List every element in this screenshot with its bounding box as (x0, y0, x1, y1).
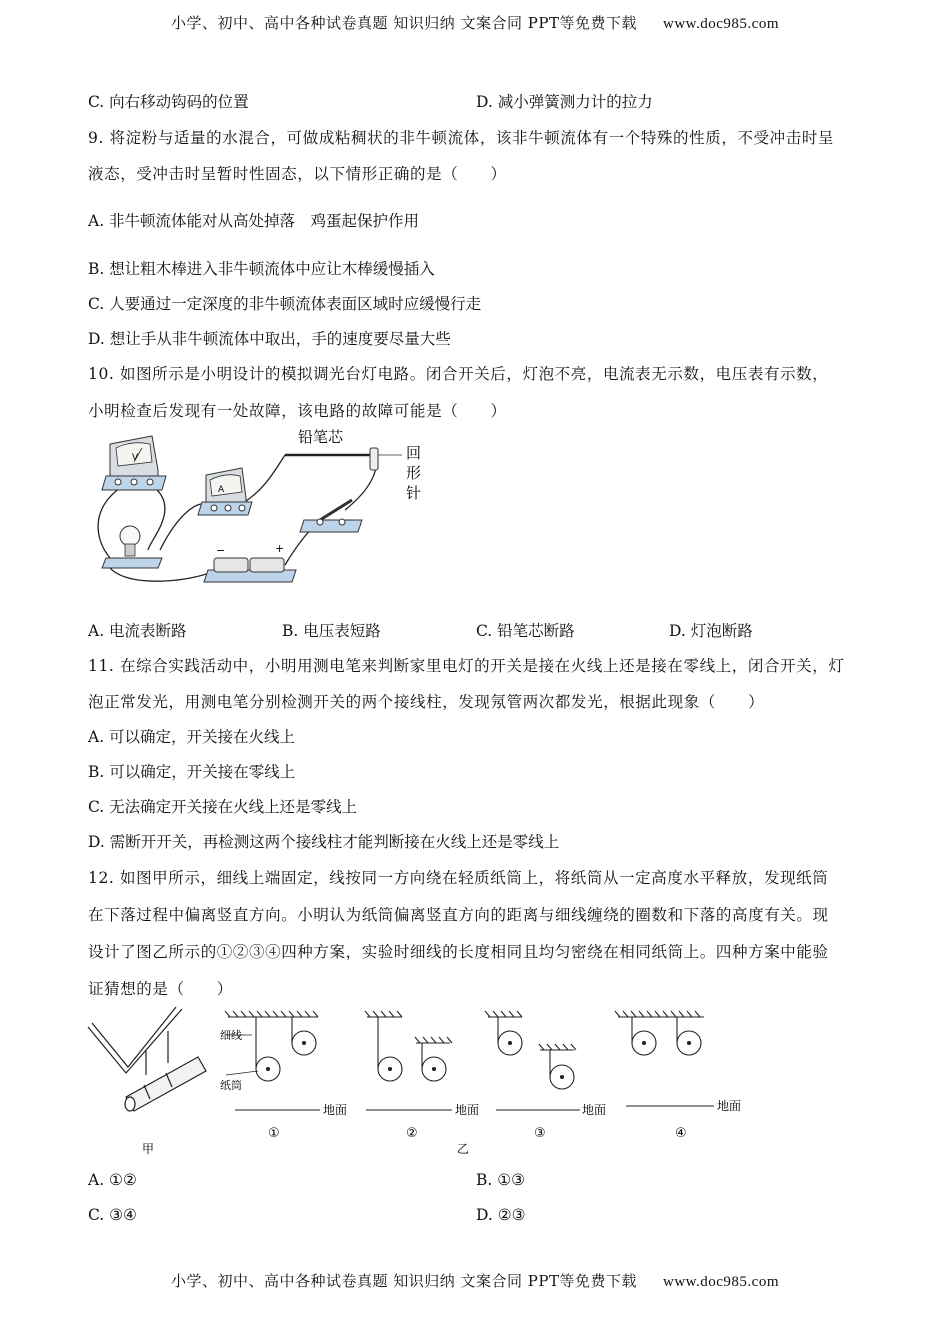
label-yi: 乙 (457, 1142, 470, 1156)
ammeter (198, 468, 252, 515)
q12-option-b: B. ①③ (476, 1171, 526, 1189)
footer-url[interactable]: www.doc985.com (662, 1274, 779, 1290)
footer-text: 小学、初中、高中各种试卷真题 知识归纳 文案合同 PPT等免费下载 (170, 1272, 637, 1290)
q10-circuit-figure (80, 420, 440, 595)
q12-option-d: D. ②③ (476, 1206, 526, 1224)
header-url[interactable]: www.doc985.com (662, 16, 779, 32)
battery-plus: + (275, 542, 285, 555)
page-footer (0, 1270, 950, 1291)
q10-option-a: A. 电流表断路 (88, 622, 187, 640)
label-tube: 纸筒 (220, 1079, 242, 1092)
q12-stem-line1: 12. 如图甲所示，细线上端固定，线按同一方向绕在轻质纸筒上，将纸筒从一定高度水平释放，发现纸筒 (88, 869, 829, 887)
label-ground-1: 地面 (323, 1103, 348, 1117)
q9-option-a: A. 非牛顿流体能对从高处掉落 鸡蛋起保护作用 (88, 212, 420, 230)
wire (98, 488, 120, 558)
ammeter-label: A (218, 485, 225, 495)
q12-option-c: C. ③④ (88, 1206, 137, 1224)
clip-label-1: 回 (406, 444, 422, 462)
label-ground-4: 地面 (717, 1099, 742, 1113)
battery-box (204, 542, 296, 582)
q12-stem-line2: 在下落过程中偏离竖直方向。小明认为纸筒偏离竖直方向的距离与细线缠绕的圈数和下落的高度有关。现 (88, 906, 829, 924)
scheme-1 (225, 1011, 320, 1110)
scheme-4 (615, 1011, 714, 1106)
label-scheme-4: ④ (675, 1126, 687, 1141)
wire (110, 568, 215, 581)
q9-option-b: B. 想让粗木棒进入非牛顿流体中应让木棒缓慢插入 (88, 260, 435, 278)
q11-stem-line2: 泡正常发光，用测电笔分别检测开关的两个接线柱，发现氖管两次都发光，根据此现象（ ） (88, 693, 765, 711)
q12-option-a: A. ①② (88, 1171, 137, 1189)
scheme-3 (485, 1011, 580, 1110)
q9-stem-line2: 液态，受冲击时呈暂时性固态，以下情形正确的是（ ） (88, 165, 507, 183)
q9-stem-line1: 9. 将淀粉与适量的水混合，可做成粘稠状的非牛顿流体，该非牛顿流体有一个特殊的性质，不受冲击时呈 (88, 129, 835, 147)
q11-stem-line1: 11. 在综合实践活动中，小明用测电笔来判断家里电灯的开关是接在火线上还是接在零线上，闭合开关，灯 (88, 657, 845, 675)
q11-option-d: D. 需断开开关，再检测这两个接线柱才能判断接在火线上还是零线上 (88, 833, 560, 851)
battery-minus: − (216, 544, 226, 557)
q10-option-c: C. 铅笔芯断路 (476, 622, 575, 640)
label-scheme-2: ② (406, 1126, 418, 1141)
q11-option-a: A. 可以确定，开关接在火线上 (88, 728, 296, 746)
q11-option-c: C. 无法确定开关接在火线上还是零线上 (88, 798, 358, 816)
voltmeter-label: V (132, 453, 139, 463)
header-text: 小学、初中、高中各种试卷真题 知识归纳 文案合同 PPT等免费下载 (170, 14, 637, 32)
light-bulb (102, 526, 162, 568)
wire (148, 488, 165, 550)
pencil-lead-label: 铅笔芯 (298, 428, 344, 446)
knife-switch (300, 500, 362, 532)
q8-option-d: D. 减小弹簧测力计的拉力 (476, 93, 653, 111)
label-ground-3: 地面 (582, 1103, 607, 1117)
pencil-lead (285, 428, 421, 502)
q8-option-c: C. 向右移动钩码的位置 (88, 93, 249, 111)
q9-option-d: D. 想让手从非牛顿流体中取出，手的速度要尽量大些 (88, 330, 451, 348)
label-jia: 甲 (142, 1142, 155, 1156)
q9-option-c: C. 人要通过一定深度的非牛顿流体表面区域时应缓慢行走 (88, 295, 482, 313)
scheme-2 (365, 1011, 452, 1110)
voltmeter (102, 436, 166, 490)
q12-stem-line3: 设计了图乙所示的①②③④四种方案，实验时细线的长度相同且均匀密绕在相同纸筒上。四种方案中能验 (88, 943, 829, 961)
page-header (0, 12, 950, 33)
clip-label-2: 形 (406, 464, 422, 482)
q10-option-b: B. 电压表短路 (282, 622, 381, 640)
label-thread: 细线 (220, 1029, 242, 1042)
q10-option-d: D. 灯泡断路 (669, 622, 753, 640)
q10-stem-line1: 10. 如图所示是小明设计的模拟调光台灯电路。闭合开关后，灯泡不亮，电流表无示数，电压表有示数， (88, 365, 829, 383)
label-ground-2: 地面 (455, 1103, 480, 1117)
label-scheme-3: ③ (534, 1126, 546, 1141)
clip-label-3: 针 (406, 484, 422, 502)
q12-figure (80, 1005, 780, 1160)
q10-stem-line2: 小明检查后发现有一处故障，该电路的故障可能是（ ） (88, 402, 507, 420)
figure-jia (88, 1007, 206, 1111)
label-scheme-1: ① (268, 1126, 280, 1141)
wire (240, 455, 285, 505)
q12-stem-line4: 证猜想的是（ ） (88, 980, 233, 998)
q11-option-b: B. 可以确定，开关接在零线上 (88, 763, 296, 781)
